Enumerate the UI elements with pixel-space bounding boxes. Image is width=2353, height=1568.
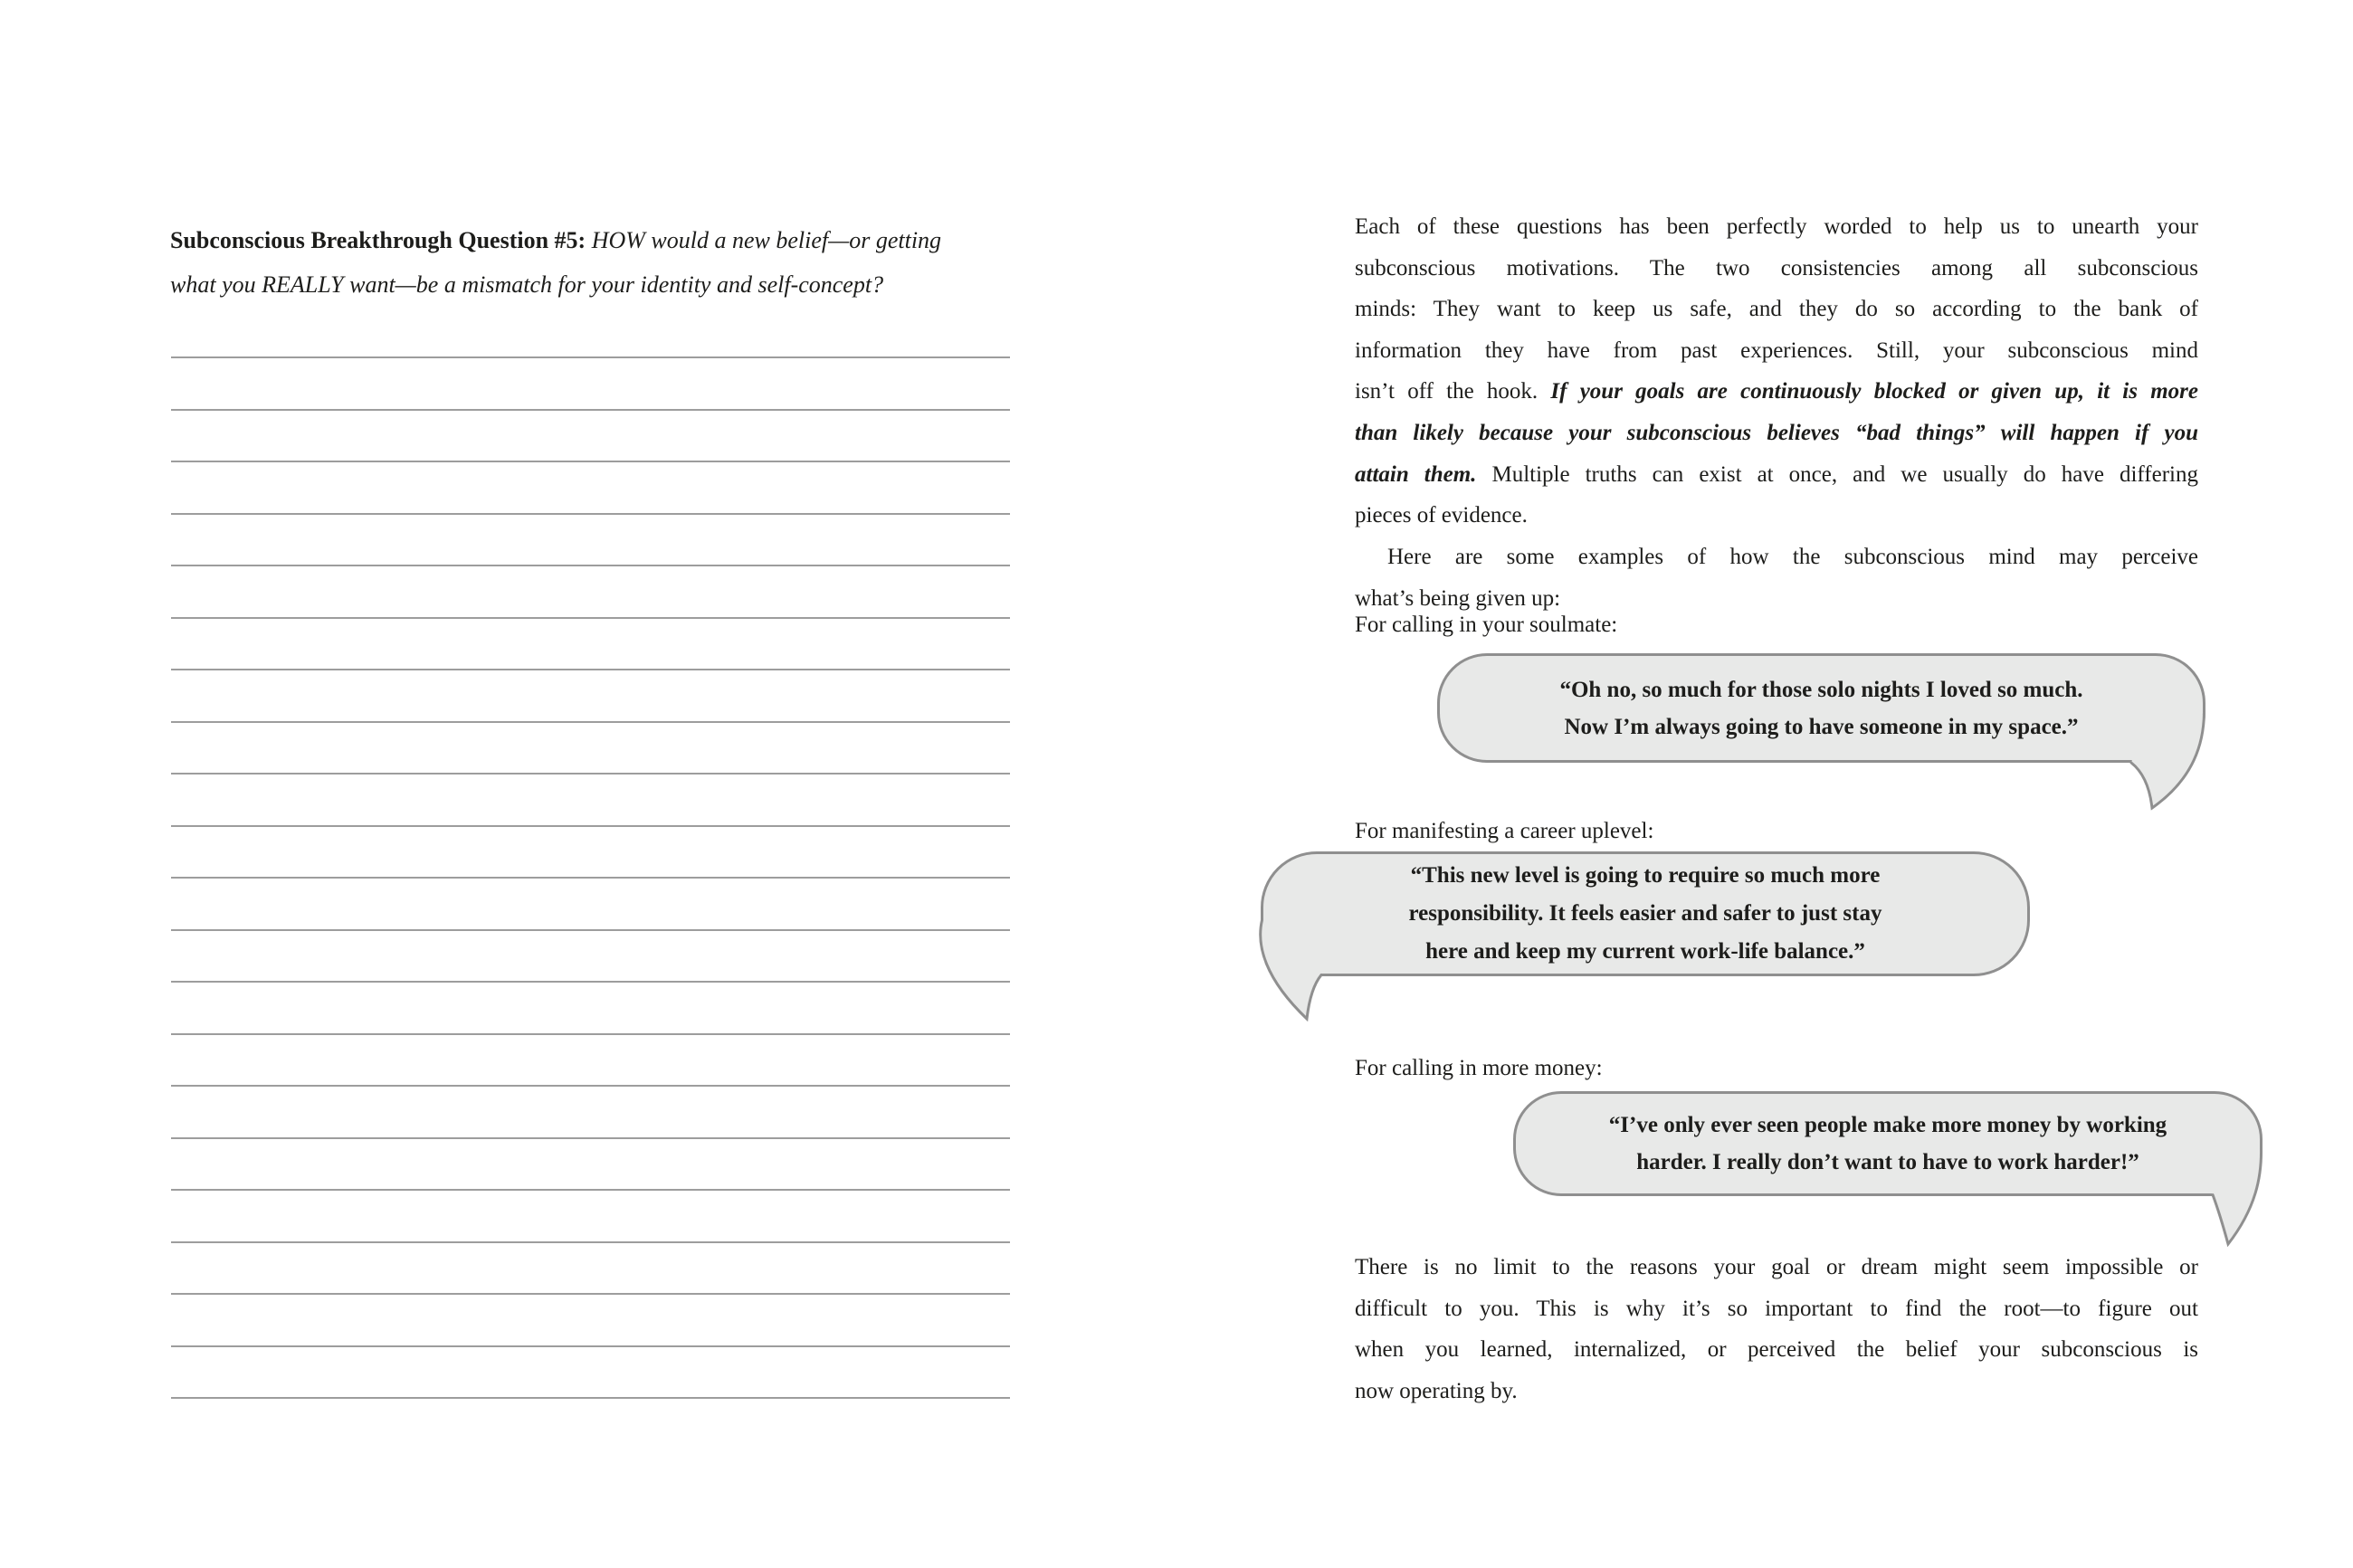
question-heading: [170, 218, 1039, 307]
ruled-line: [171, 825, 1010, 827]
label-soulmate: For calling in your soulmate:: [1355, 613, 1618, 637]
bubble-line: “This new level is going to require so much more: [1410, 863, 1881, 888]
question-heading-line1: [170, 227, 941, 253]
ruled-line: [171, 1293, 1010, 1295]
ruled-line: [171, 1345, 1010, 1347]
label-career: For manifesting a career uplevel:: [1355, 819, 1654, 843]
speech-bubble-tail-right: [2109, 710, 2217, 823]
ruled-line: [171, 981, 1010, 983]
ruled-line: [171, 669, 1010, 670]
ruled-line: [171, 1033, 1010, 1035]
bubble-line: “Oh no, so much for those solo nights I loved so much.: [1559, 677, 2083, 702]
paragraph-no-limit: [1355, 1247, 2198, 1411]
speech-bubble-tail-right: [2167, 1149, 2276, 1258]
body-line: pieces of evidence.: [1355, 503, 1528, 528]
speech-bubble-tail-left: [1231, 916, 1339, 1031]
body-line: There is no limit to the reasons your goal or dream might seem impossible or: [1355, 1255, 2198, 1279]
body-line: subconscious motivations. The two consistencies among all subconscious: [1355, 255, 2198, 280]
body-line: minds: They want to keep us safe, and they do so according to the bank of: [1355, 297, 2198, 322]
ruled-line: [171, 773, 1010, 774]
ruled-line: [171, 1137, 1010, 1139]
ruled-line: [171, 1189, 1010, 1191]
ruled-line: [171, 1241, 1010, 1243]
ruled-line: [171, 565, 1010, 566]
bubble-line: here and keep my current work-life balance.”: [1425, 939, 1865, 964]
ruled-line: [171, 1397, 1010, 1399]
writing-lines: [171, 356, 1010, 1406]
body-line: information they have from past experiences. Still, your subconscious mind: [1355, 337, 2198, 363]
speech-bubble-soulmate: [1437, 653, 2205, 763]
ruled-line: [171, 513, 1010, 515]
label-money: For calling in more money:: [1355, 1056, 1603, 1080]
body-line: Here are some examples of how the subconscious mind may perceive: [1387, 545, 2198, 569]
body-line: Each of these questions has been perfectly worded to help us to unearth your: [1355, 214, 2198, 239]
ruled-line: [171, 356, 1010, 358]
body-line: now operating by.: [1355, 1378, 1518, 1403]
ruled-line: [171, 617, 1010, 619]
paragraph-subconscious: [1355, 206, 2198, 537]
bubble-line: harder. I really don’t want to have to work harder!”: [1636, 1150, 2139, 1174]
body-line: difficult to you. This is why it’s so important to find the root—to figure out: [1355, 1296, 2198, 1321]
bubble-line: Now I’m always going to have someone in my space.”: [1564, 714, 2079, 739]
body-line: when you learned, internalized, or perceived the belief your subconscious is: [1355, 1337, 2198, 1363]
ruled-line: [171, 877, 1010, 879]
bubble-line: responsibility. It feels easier and safer to just stay: [1408, 901, 1882, 926]
question-heading-italic-2: what you REALLY want—be a mismatch for your identity and self-concept?: [170, 271, 884, 298]
question-heading-bold: Subconscious Breakthrough Question #5:: [170, 227, 586, 253]
body-line: what’s being given up:: [1355, 585, 1561, 611]
speech-bubble-money: [1513, 1091, 2262, 1196]
ruled-line: [171, 409, 1010, 411]
ruled-line: [171, 929, 1010, 931]
body-line: attain them. Multiple truths can exist at once, and we usually do have differing: [1355, 461, 2198, 487]
speech-bubble-career: [1261, 851, 2030, 976]
question-heading-italic-1: HOW would a new belief—or getting: [591, 227, 942, 253]
body-line-emphasis: than likely because your subconscious believes “bad things” will happen if you: [1355, 420, 2198, 445]
ruled-line: [171, 1085, 1010, 1087]
ruled-line: [171, 721, 1010, 723]
bubble-line: “I’ve only ever seen people make more money by working: [1608, 1113, 2167, 1137]
body-line: isn’t off the hook. If your goals are continuously blocked or given up, it is more: [1355, 379, 2198, 404]
ruled-line: [171, 461, 1010, 462]
